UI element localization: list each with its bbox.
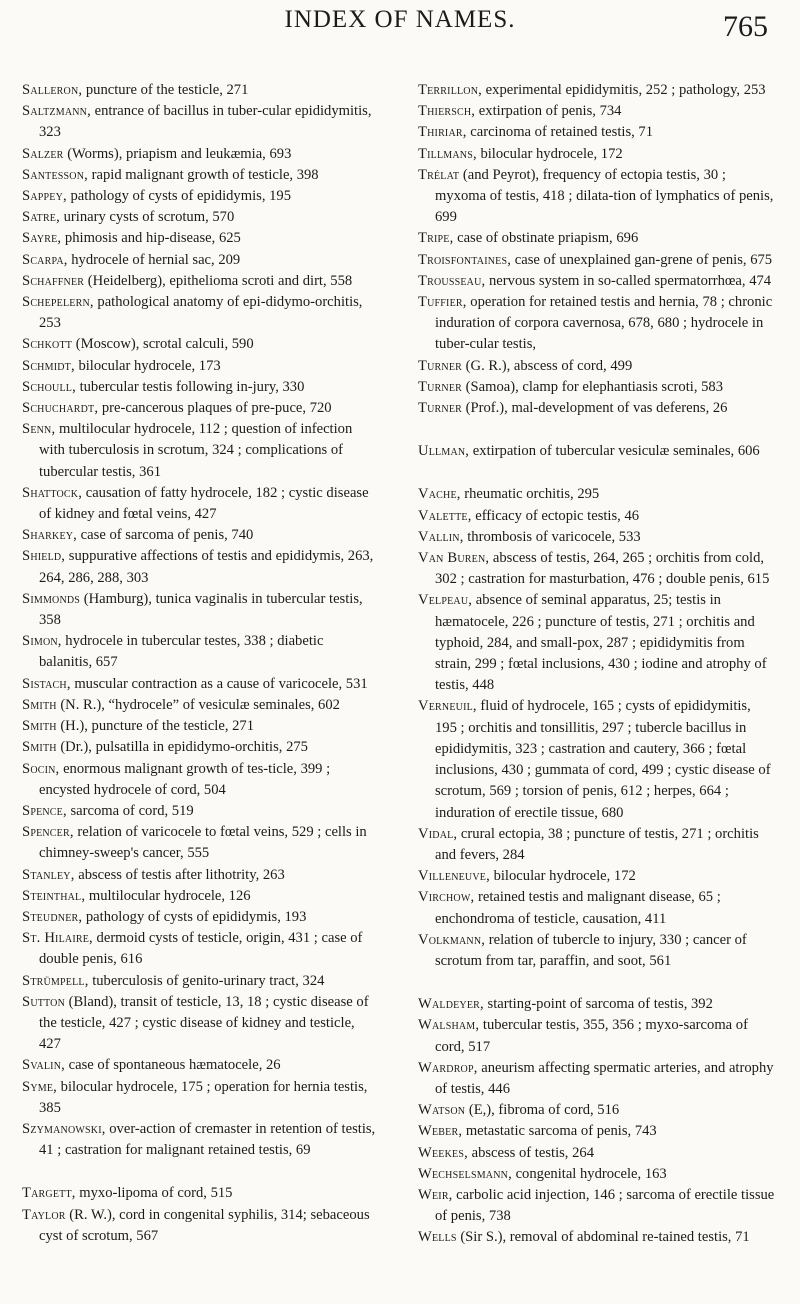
- entry-name: Vallin,: [418, 528, 464, 545]
- entry-name: Smith: [22, 696, 57, 713]
- entry-name: Simmonds: [22, 590, 81, 607]
- index-entry: [22, 928, 378, 970]
- entry-name: Spence,: [22, 802, 67, 819]
- entry-name: Strümpell,: [22, 972, 89, 989]
- index-entry: [418, 1143, 776, 1164]
- entry-name: Tillmans,: [418, 145, 477, 162]
- index-entry: [418, 527, 776, 548]
- index-entry: [418, 1227, 776, 1248]
- index-entry: [22, 865, 378, 886]
- entry-text: fluid of hydrocele, 165 ; cysts of epididymitis, 195 ; orchitis and tonsillitis, 297 ; tubercle bacillus in epididymitis, 323 ; castration and cautery, 366 ; fœtal inclusions, 430 ; gummata of cord, 499 ; cystic disease of scrotum, 569 ; torsion of penis, 612 ; herpes, 664 ; induration of erectile tissue, 680: [435, 698, 771, 821]
- index-entry: [418, 1100, 776, 1121]
- entry-text: extirpation of tubercular vesiculæ seminales, 606: [469, 443, 760, 460]
- index-entry: [418, 377, 776, 398]
- entry-name: Ullman,: [418, 443, 470, 460]
- entry-text: (N. R.), “hydrocele” of vesiculæ seminales, 602: [56, 696, 340, 713]
- index-entry: [22, 674, 378, 695]
- entry-text: tubercular testis following in-jury, 330: [75, 378, 305, 395]
- entry-text: abscess of testis, 264: [467, 1144, 594, 1161]
- index-entry: [22, 759, 378, 801]
- entry-text: causation of fatty hydrocele, 182 ; cystic disease of kidney and fœtal veins, 427: [39, 484, 369, 523]
- entry-text: (Bland), transit of testicle, 13, 18 ; cystic disease of the testicle, 427 ; cystic disease of kidney and testicle, 427: [39, 993, 369, 1053]
- entry-name: Salleron,: [22, 82, 83, 98]
- index-entry: [418, 144, 776, 165]
- entry-text: abscess of testis after lithotrity, 263: [74, 866, 285, 883]
- entry-text: absence of seminal apparatus, 25; testis in hæmatocele, 226 ; puncture of testis, 271 ; orchitis and typhoid, 284, and small-pox, 287 ; epididymitis from strain, 299 ; fœtal inclusions, 430 ; iodine and atrophy of testis, 448: [435, 592, 767, 694]
- entry-text: bilocular hydrocele, 172: [476, 145, 623, 162]
- entry-text: bilocular hydrocele, 172: [489, 868, 636, 885]
- entry-name: Schuchardt,: [22, 400, 99, 417]
- entry-text: bilocular hydrocele, 175 ; operation for hernia testis, 385: [39, 1078, 368, 1116]
- index-entry: [22, 80, 378, 101]
- index-entry: [22, 716, 378, 737]
- index-entry: [22, 250, 378, 271]
- entry-text: tubercular testis, 355, 356 ; myxo-sarcoma of cord, 517: [435, 1017, 748, 1055]
- index-entry: [22, 525, 378, 546]
- entry-text: rheumatic orchitis, 295: [460, 486, 600, 503]
- index-entry: [418, 398, 776, 419]
- entry-name: Tripe,: [418, 230, 454, 247]
- index-entry: [418, 824, 776, 866]
- entry-name: Weir,: [418, 1186, 453, 1203]
- index-entry: [22, 631, 378, 673]
- index-entry: [418, 1164, 776, 1185]
- entry-name: Wells: [418, 1229, 457, 1246]
- entry-text: operation for retained testis and hernia, 78 ; chronic induration of corpora cavernosa, 678, 680 ; hydrocele in tuber-cular testis,: [435, 294, 773, 353]
- entry-name: Wardrop,: [418, 1059, 478, 1076]
- entry-name: Schkott: [22, 336, 73, 353]
- entry-name: Verneuil,: [418, 698, 477, 715]
- index-entry: [418, 271, 776, 292]
- entry-text: phimosis and hip-disease, 625: [61, 230, 241, 247]
- page-header: [0, 6, 800, 62]
- index-entry: [22, 1119, 378, 1161]
- entry-name: Svalin,: [22, 1057, 65, 1074]
- index-entry: [418, 866, 776, 887]
- index-entry: [22, 589, 378, 631]
- entry-name: Valette,: [418, 507, 472, 524]
- index-entry: [22, 1077, 378, 1119]
- entry-name: Santesson,: [22, 166, 88, 183]
- entry-name: Watson: [418, 1102, 466, 1119]
- index-entry: [22, 419, 378, 483]
- entry-name: Weekes,: [418, 1144, 468, 1161]
- index-entry: [418, 80, 776, 101]
- entry-name: Scarpa,: [22, 251, 68, 268]
- entry-name: Sharkey,: [22, 527, 78, 544]
- entry-name: Smith: [22, 718, 57, 735]
- entry-text: bilocular hydrocele, 173: [74, 357, 221, 374]
- index-entry: [22, 992, 378, 1056]
- index-entry: [22, 271, 378, 292]
- entry-text: nervous system in so-called spermatorrhœa, 474: [485, 272, 772, 289]
- index-entry: [418, 696, 776, 823]
- entry-text: multilocular hydrocele, 112 ; question of infection with tuberculosis in scrotum, 324 ; complications of tubercular testis, 361: [39, 421, 353, 480]
- entry-name: Thiriar,: [418, 124, 467, 141]
- entry-name: Schepelern,: [22, 294, 94, 311]
- entry-name: Virchow,: [418, 889, 475, 906]
- entry-name: Shattock,: [22, 484, 83, 501]
- left-column: [22, 80, 378, 1247]
- entry-name: Velpeau,: [418, 592, 473, 609]
- entry-name: Vache,: [418, 486, 461, 503]
- index-entry: [22, 292, 378, 334]
- entry-name: Smith: [22, 739, 57, 756]
- index-entry: [418, 548, 776, 590]
- entry-name: Socin,: [22, 760, 60, 777]
- index-entry: [418, 506, 776, 527]
- entry-name: Spencer,: [22, 824, 74, 841]
- entry-text: myxo-lipoma of cord, 515: [75, 1185, 233, 1202]
- index-entry: [22, 165, 378, 186]
- entry-text: congenital hydrocele, 163: [511, 1165, 667, 1182]
- entry-text: relation of tubercle to injury, 330 ; cancer of scrotum from tar, paraffin, and soot, 561: [435, 931, 747, 969]
- entry-name: Schaffner: [22, 272, 85, 289]
- entry-text: metastatic sarcoma of penis, 743: [462, 1123, 657, 1140]
- entry-name: Tuffier,: [418, 294, 467, 311]
- entry-text: carbolic acid injection, 146 ; sarcoma of erectile tissue of penis, 738: [435, 1186, 775, 1225]
- entry-name: Stanley,: [22, 866, 75, 883]
- index-entry: [22, 144, 378, 165]
- entry-name: Weber,: [418, 1123, 463, 1140]
- entry-name: Steinthal,: [22, 887, 86, 904]
- entry-text: aneurism affecting spermatic arteries, and atrophy of testis, 446: [435, 1059, 774, 1097]
- index-entry: [22, 101, 378, 143]
- index-entry: [22, 1055, 378, 1076]
- entry-text: tuberculosis of genito-urinary tract, 324: [88, 972, 325, 989]
- entry-name: Sutton: [22, 993, 66, 1010]
- entry-name: Saltzmann,: [22, 103, 91, 120]
- index-entry: [22, 1183, 378, 1204]
- entry-name: Steudner,: [22, 908, 83, 925]
- entry-text: (R. W.), cord in congenital syphilis, 314; sebaceous cyst of scrotum, 567: [39, 1206, 370, 1244]
- entry-name: Villeneuve,: [418, 868, 490, 885]
- index-entry: [418, 122, 776, 143]
- entry-text: (Moscow), scrotal calculi, 590: [72, 336, 254, 353]
- index-entry: [22, 334, 378, 355]
- entry-text: pathology of cysts of epididymis, 195: [66, 188, 292, 205]
- entry-name: Sappey,: [22, 188, 67, 205]
- entry-text: carcinoma of retained testis, 71: [466, 124, 654, 141]
- entry-text: dermoid cysts of testicle, origin, 431 ; case of double penis, 616: [39, 930, 363, 968]
- index-entry: [22, 546, 378, 588]
- entry-name: Syme,: [22, 1078, 57, 1095]
- entry-name: Targett,: [22, 1185, 76, 1202]
- entry-text: hydrocele of hernial sac, 209: [67, 251, 241, 268]
- entry-name: Salzer: [22, 145, 64, 162]
- index-entry: [418, 250, 776, 271]
- index-entry: [418, 1058, 776, 1100]
- entry-text: puncture of the testicle, 271: [82, 82, 249, 98]
- index-entry: [22, 695, 378, 716]
- entry-text: pre-cancerous plaques of pre-puce, 720: [98, 400, 332, 417]
- entry-name: Thiersch,: [418, 103, 476, 120]
- entry-text: efficacy of ectopic testis, 46: [471, 507, 640, 524]
- entry-name: Wechselsmann,: [418, 1165, 512, 1182]
- entry-name: Vidal,: [418, 825, 458, 842]
- index-entry: [22, 1205, 378, 1247]
- entry-text: multilocular hydrocele, 126: [85, 887, 251, 904]
- entry-text: (Worms), priapism and leukæmia, 693: [63, 145, 292, 162]
- entry-name: Sistach,: [22, 675, 71, 692]
- entry-text: hydrocele in tubercular testes, 338 ; diabetic balanitis, 657: [39, 633, 324, 671]
- entry-text: extirpation of penis, 734: [475, 103, 622, 120]
- entry-text: pathology of cysts of epididymis, 193: [82, 908, 307, 925]
- index-entry: [22, 398, 378, 419]
- index-entry: [22, 822, 378, 864]
- entry-text: retained testis and malignant disease, 65 ; enchondroma of testicle, causation, 411: [435, 889, 721, 927]
- entry-text: case of unexplained gan-grene of penis, 675: [511, 251, 773, 268]
- index-entry: [22, 971, 378, 992]
- entry-name: Trélat: [418, 166, 460, 183]
- index-entry: [22, 207, 378, 228]
- page-number: 765: [723, 10, 768, 43]
- entry-text: relation of varicocele to fœtal veins, 529 ; cells in chimney-sweep's cancer, 555: [39, 824, 367, 862]
- index-entry: [418, 1121, 776, 1142]
- entry-text: (and Peyrot), frequency of ectopia testis, 30 ; myxoma of testis, 418 ; dilata-tion of lymphatics of penis, 699: [435, 166, 774, 226]
- index-entry: [22, 483, 378, 525]
- entry-name: St. Hilaire,: [22, 930, 93, 947]
- entry-name: Trousseau,: [418, 272, 486, 289]
- entry-text: thrombosis of varicocele, 533: [463, 528, 641, 545]
- entry-name: Turner: [418, 378, 463, 395]
- index-entry: [22, 907, 378, 928]
- entry-name: Turner: [418, 357, 463, 374]
- right-column: [418, 80, 776, 1249]
- index-entry: [418, 356, 776, 377]
- index-entry: [22, 886, 378, 907]
- entry-text: urinary cysts of scrotum, 570: [59, 209, 235, 226]
- index-entry: [22, 356, 378, 377]
- page-title: INDEX OF NAMES.: [284, 6, 516, 33]
- entry-text: (Dr.), pulsatilla in epididymo-orchitis, 275: [56, 739, 308, 756]
- entry-name: Simon,: [22, 633, 62, 650]
- entry-name: Taylor: [22, 1206, 66, 1223]
- index-entry: [22, 737, 378, 758]
- entry-name: Senn,: [22, 421, 56, 438]
- index-entry: [418, 165, 776, 229]
- entry-name: Szymanowski,: [22, 1120, 106, 1137]
- index-entry: [418, 1185, 776, 1227]
- index-entry: [418, 441, 776, 462]
- entry-text: case of obstinate priapism, 696: [453, 230, 639, 247]
- index-entry: [22, 377, 378, 398]
- entry-name: Van Buren,: [418, 550, 490, 567]
- entry-text: case of spontaneous hæmatocele, 26: [64, 1057, 281, 1074]
- entry-text: (Sir S.), removal of abdominal re-tained testis, 71: [456, 1229, 750, 1246]
- entry-text: (Heidelberg), epithelioma scroti and dirt, 558: [84, 272, 353, 289]
- entry-name: Schoull,: [22, 378, 76, 395]
- entry-text: rapid malignant growth of testicle, 398: [88, 166, 319, 183]
- entry-text: pathological anatomy of epi-didymo-orchitis, 253: [39, 294, 363, 332]
- index-entry: [418, 930, 776, 972]
- entry-name: Troisfontaines,: [418, 251, 512, 268]
- index-entry: [418, 887, 776, 929]
- entry-text: crural ectopia, 38 ; puncture of testis, 271 ; orchitis and fevers, 284: [435, 825, 759, 863]
- entry-text: sarcoma of cord, 519: [66, 802, 194, 819]
- index-entry: [22, 228, 378, 249]
- entry-text: enormous malignant growth of tes-ticle, 399 ; encysted hydrocele of cord, 504: [39, 760, 331, 798]
- entry-text: (H.), puncture of the testicle, 271: [56, 718, 255, 735]
- entry-text: muscular contraction as a cause of varicocele, 531: [70, 675, 368, 692]
- index-entry: [418, 1015, 776, 1057]
- entry-name: Terrillon,: [418, 82, 483, 98]
- entry-name: Sayre,: [22, 230, 62, 247]
- entry-text: abscess of testis, 264, 265 ; orchitis from cold, 302 ; castration for masturbation, 476 ; double penis, 615: [435, 550, 770, 588]
- index-entry: [418, 590, 776, 696]
- entry-text: case of sarcoma of penis, 740: [77, 527, 254, 544]
- entry-name: Shield,: [22, 548, 66, 565]
- index-entry: [418, 101, 776, 122]
- entry-name: Volkmann,: [418, 931, 486, 948]
- entry-text: over-action of cremaster in retention of testis, 41 ; castration for malignant retained testis, 69: [39, 1120, 376, 1159]
- entry-text: suppurative affections of testis and epididymis, 263, 264, 286, 288, 303: [39, 548, 374, 586]
- entry-text: starting-point of sarcoma of testis, 392: [483, 996, 713, 1013]
- entry-name: Waldeyer,: [418, 996, 484, 1013]
- entry-text: (Prof.), mal-development of vas deferens, 26: [462, 400, 728, 417]
- entry-text: (Samoa), clamp for elephantiasis scroti, 583: [462, 378, 724, 395]
- index-entry: [22, 801, 378, 822]
- entry-name: Schmidt,: [22, 357, 75, 374]
- index-entry: [418, 228, 776, 249]
- entry-text: entrance of bacillus in tuber-cular epididymitis, 323: [39, 103, 372, 141]
- entry-text: (Hamburg), tunica vaginalis in tubercular testis, 358: [39, 590, 363, 629]
- index-entry: [418, 292, 776, 356]
- index-entry: [418, 484, 776, 505]
- entry-name: Turner: [418, 400, 463, 417]
- entry-name: Satre,: [22, 209, 60, 226]
- entry-text: (E,), fibroma of cord, 516: [465, 1102, 620, 1119]
- entry-text: (G. R.), abscess of cord, 499: [462, 357, 633, 374]
- entry-name: Walsham,: [418, 1017, 480, 1034]
- index-entry: [418, 994, 776, 1015]
- entry-text: experimental epididymitis, 252 ; pathology, 253: [482, 82, 766, 98]
- index-entry: [22, 186, 378, 207]
